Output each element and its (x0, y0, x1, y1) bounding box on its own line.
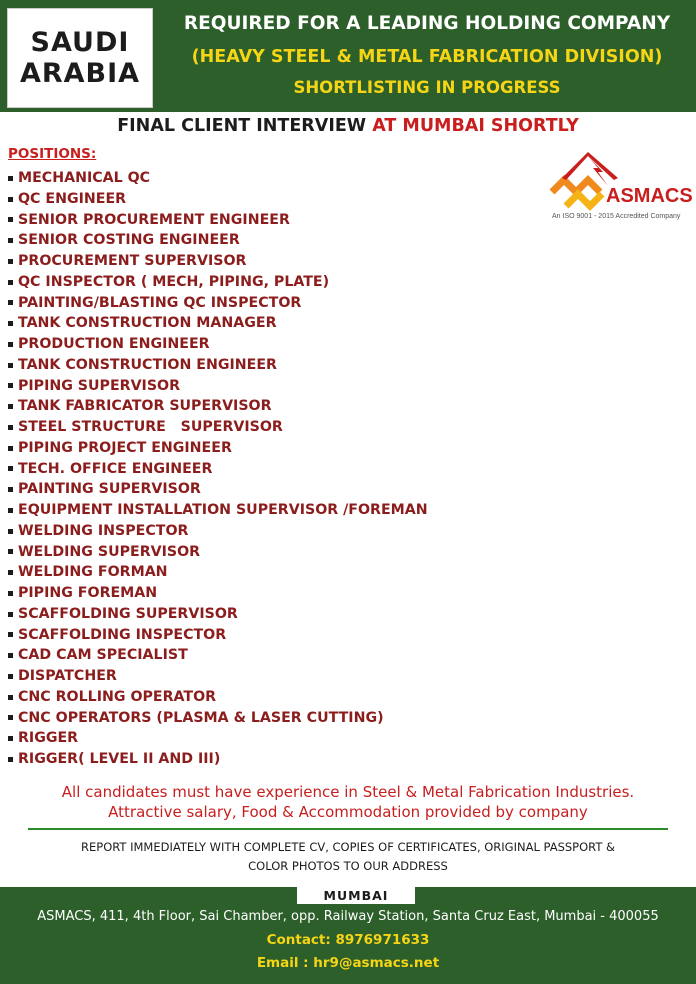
bullet-icon (8, 487, 13, 492)
position-item (8, 749, 428, 770)
bullet-icon (8, 591, 13, 596)
position-title: TANK CONSTRUCTION MANAGER (18, 315, 277, 332)
office-address: ASMACS, 411, 4th Floor, Sai Chamber, opp. Railway Station, Santa Cruz East, Mumbai - 400055 (37, 909, 659, 924)
header-title: REQUIRED FOR A LEADING HOLDING COMPANY (183, 13, 671, 34)
position-title: PAINTING SUPERVISOR (18, 481, 201, 498)
company-logo (548, 146, 694, 224)
contact-email[interactable]: Email : hr9@asmacs.net (256, 955, 440, 971)
position-item (8, 500, 428, 521)
position-item (8, 521, 428, 542)
city-label: MUMBAI (297, 887, 415, 904)
bullet-icon (8, 363, 13, 368)
position-title: STEEL STRUCTURE SUPERVISOR (18, 419, 283, 435)
bullet-icon (8, 238, 13, 243)
country-line2: ARABIA (19, 58, 141, 89)
country-box (7, 8, 153, 108)
position-title: SCAFFOLDING INSPECTOR (18, 626, 227, 643)
report-line2: COLOR PHOTOS TO OUR ADDRESS (248, 859, 448, 873)
position-title: CNC OPERATORS (PLASMA & LASER CUTTING) (18, 709, 384, 726)
position-item (8, 272, 428, 293)
bullet-icon (8, 466, 13, 471)
position-item (8, 251, 428, 272)
bullet-icon (8, 508, 13, 513)
positions-list (8, 168, 428, 770)
bullet-icon (8, 757, 13, 762)
divider (28, 828, 668, 830)
bullet-icon (8, 342, 13, 347)
position-item (8, 728, 428, 749)
bullet-icon (8, 176, 13, 181)
bullet-icon (8, 197, 13, 202)
benefits-note: Attractive salary, Food & Accommodation provided by company (108, 803, 588, 821)
contact-phone[interactable]: Contact: 8976971633 (266, 932, 430, 948)
position-item (8, 562, 428, 583)
bullet-icon (8, 259, 13, 264)
position-title: DISPATCHER (18, 668, 117, 684)
bullet-icon (8, 529, 13, 534)
position-item (8, 210, 428, 231)
position-title: RIGGER( LEVEL II AND III) (18, 751, 221, 767)
position-title: TANK CONSTRUCTION ENGINEER (18, 356, 277, 373)
bullet-icon (8, 404, 13, 409)
position-item (8, 396, 428, 417)
position-title: PAINTING/BLASTING QC INSPECTOR (18, 294, 302, 311)
bullet-icon (8, 425, 13, 430)
header-division: (HEAVY STEEL & METAL FABRICATION DIVISION) (191, 47, 663, 67)
position-title: QC ENGINEER (18, 190, 127, 207)
position-title: CAD CAM SPECIALIST (18, 647, 188, 664)
bullet-icon (8, 321, 13, 326)
position-title: WELDING INSPECTOR (18, 522, 189, 539)
bullet-icon (8, 695, 13, 700)
bullet-icon (8, 715, 13, 720)
position-item (8, 604, 428, 625)
experience-note: All candidates must have experience in Steel & Metal Fabrication Industries. (61, 783, 635, 801)
positions-label: POSITIONS: (8, 146, 97, 162)
bullet-icon (8, 549, 13, 554)
position-title: TANK FABRICATOR SUPERVISOR (18, 398, 272, 415)
position-item (8, 230, 428, 251)
bullet-icon (8, 217, 13, 222)
position-item (8, 583, 428, 604)
bullet-icon (8, 383, 13, 388)
position-item (8, 189, 428, 210)
asmacs-logo-icon (548, 146, 694, 224)
position-item (8, 313, 428, 334)
position-title: SENIOR COSTING ENGINEER (18, 232, 240, 249)
position-title: CNC ROLLING OPERATOR (18, 688, 217, 705)
position-item (8, 438, 428, 459)
position-item (8, 625, 428, 646)
position-item (8, 334, 428, 355)
header-status: SHORTLISTING IN PROGRESS (293, 78, 561, 97)
position-title: PIPING SUPERVISOR (18, 377, 181, 394)
position-item (8, 479, 428, 500)
interview-text: FINAL CLIENT INTERVIEW (117, 116, 373, 136)
position-title: PIPING FOREMAN (18, 585, 158, 601)
bullet-icon (8, 653, 13, 658)
position-title: MECHANICAL QC (18, 170, 151, 186)
position-title: TECH. OFFICE ENGINEER (18, 460, 213, 477)
position-item (8, 542, 428, 563)
bullet-icon (8, 446, 13, 451)
position-item (8, 168, 428, 189)
position-item (8, 687, 428, 708)
position-item (8, 355, 428, 376)
position-title: PRODUCTION ENGINEER (18, 336, 210, 352)
position-item (8, 666, 428, 687)
position-title: WELDING SUPERVISOR (18, 543, 201, 560)
position-item (8, 376, 428, 397)
position-item (8, 293, 428, 314)
bullet-icon (8, 280, 13, 285)
position-title: PIPING PROJECT ENGINEER (18, 439, 232, 456)
position-title: QC INSPECTOR ( MECH, PIPING, PLATE) (18, 273, 330, 290)
logo-tagline: An ISO 9001 - 2015 Accredited Company (552, 213, 681, 220)
logo-name: ASMACS (606, 185, 693, 207)
interview-location: AT MUMBAI SHORTLY (372, 116, 579, 136)
bullet-icon (8, 570, 13, 575)
position-item (8, 417, 428, 438)
country-line1: SAUDI (30, 27, 130, 58)
position-title: SCAFFOLDING SUPERVISOR (18, 605, 238, 622)
bullet-icon (8, 736, 13, 741)
position-item (8, 708, 428, 729)
position-title: PROCUREMENT SUPERVISOR (18, 253, 247, 269)
position-item (8, 459, 428, 480)
bullet-icon (8, 632, 13, 637)
position-title: WELDING FORMAN (18, 564, 168, 581)
bullet-icon (8, 300, 13, 305)
position-title: RIGGER (18, 730, 79, 747)
report-line1: REPORT IMMEDIATELY WITH COMPLETE CV, COPIES OF CERTIFICATES, ORIGINAL PASSPORT & (81, 840, 615, 854)
position-item (8, 645, 428, 666)
position-title: SENIOR PROCUREMENT ENGINEER (18, 211, 290, 228)
bullet-icon (8, 612, 13, 617)
interview-line (0, 116, 696, 136)
bullet-icon (8, 674, 13, 679)
position-title: EQUIPMENT INSTALLATION SUPERVISOR /FOREMAN (18, 502, 428, 518)
report-instructions (20, 838, 676, 876)
